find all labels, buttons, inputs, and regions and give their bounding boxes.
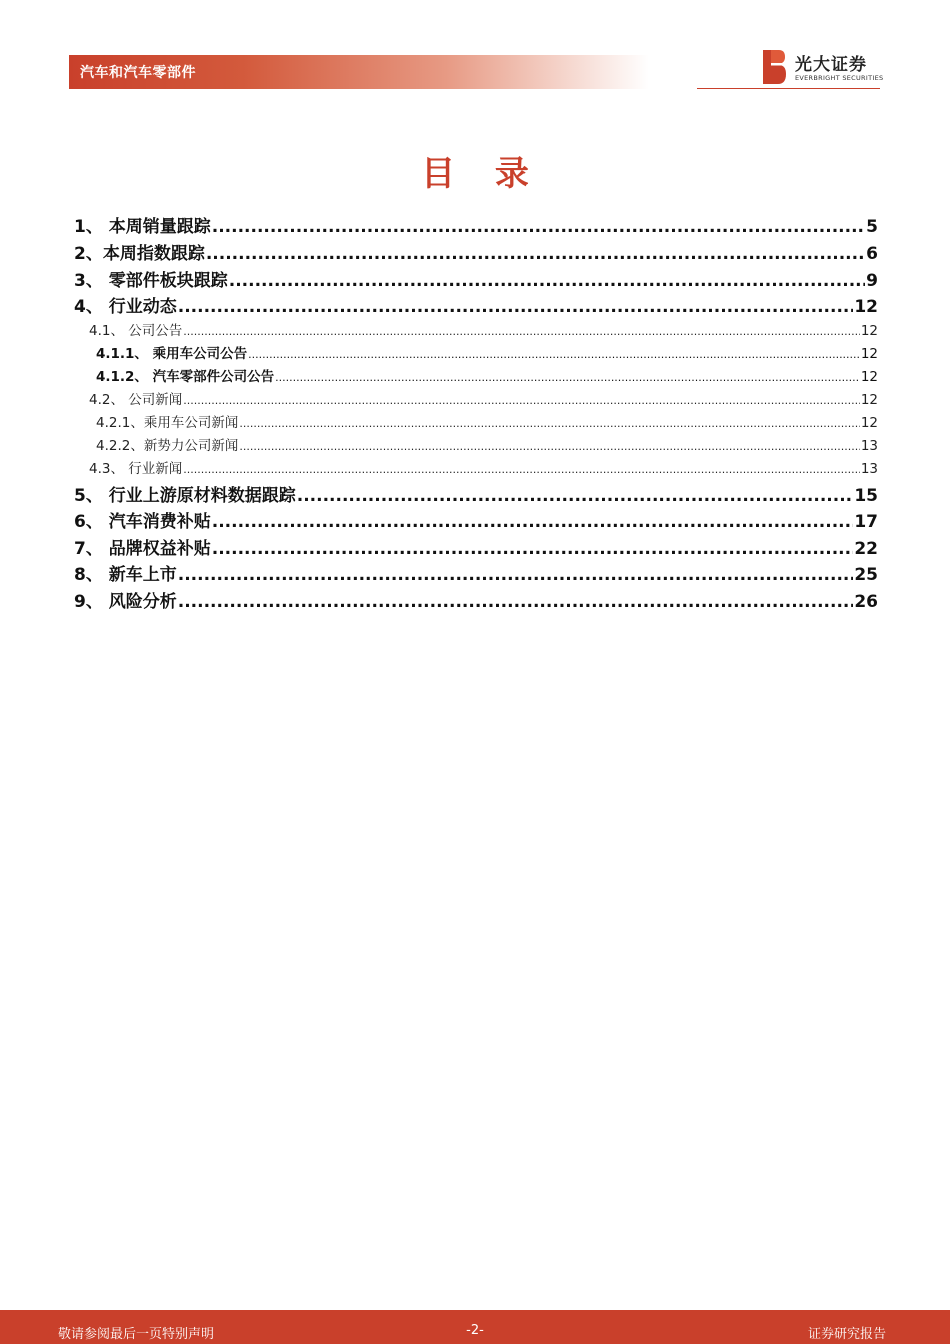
- section-title: 汽车和汽车零部件: [80, 65, 196, 81]
- toc-entry-label: 9、 风险分析: [74, 592, 177, 612]
- company-logo: [761, 50, 883, 88]
- toc-entry-label: 4.2、 公司新闻: [89, 392, 183, 408]
- toc-entry-page: 26: [854, 592, 878, 612]
- toc-entry-label: 4.1.2、 汽车零部件公司公告: [96, 369, 275, 385]
- toc-entry-page: 6: [866, 244, 878, 264]
- toc-entry[interactable]: [74, 534, 878, 559]
- logo-text-en: EVERBRIGHT SECURITIES: [795, 74, 884, 82]
- toc-entry[interactable]: [74, 266, 878, 291]
- toc-leader-dots: [183, 461, 860, 477]
- toc-leader-dots: [248, 346, 860, 362]
- header-rule: [697, 88, 880, 89]
- toc-leader-dots: [212, 512, 854, 532]
- footer-doc-type: 证券研究报告: [807, 1327, 886, 1342]
- toc-entry-label: 8、 新车上市: [74, 565, 177, 585]
- toc-entry[interactable]: [74, 481, 878, 506]
- toc-entry-label: 4.3、 行业新闻: [89, 461, 183, 477]
- toc-entry[interactable]: [96, 342, 878, 362]
- toc-leader-dots: [239, 415, 859, 431]
- footer-page-number: -2-: [466, 1323, 484, 1338]
- toc-entry-page: 5: [866, 217, 878, 237]
- toc-entry-page: 13: [860, 461, 878, 477]
- toc-entry-label: 4.2.2、新势力公司新闻: [96, 438, 239, 454]
- toc-entry-label: 2、本周指数跟踪: [74, 244, 205, 264]
- toc-entry-page: 12: [854, 297, 878, 317]
- toc-entry-page: 12: [860, 415, 878, 431]
- toc-entry-label: 4.2.1、乘用车公司新闻: [96, 415, 239, 431]
- toc-entry[interactable]: [89, 457, 878, 477]
- toc-leader-dots: [275, 369, 860, 385]
- toc-leader-dots: [229, 271, 865, 291]
- toc-entry-label: 6、 汽车消费补贴: [74, 512, 211, 532]
- toc-entry[interactable]: [74, 212, 878, 237]
- toc-leader-dots: [206, 244, 865, 264]
- toc-entry-label: 7、 品牌权益补贴: [74, 539, 211, 559]
- toc-title: 目 录: [421, 154, 543, 194]
- toc-leader-dots: [212, 217, 865, 237]
- toc-entry-label: 4、 行业动态: [74, 297, 177, 317]
- toc-entry-label: 3、 零部件板块跟踪: [74, 271, 228, 291]
- toc-entry-page: 12: [860, 392, 878, 408]
- everbright-logo-icon: [761, 50, 787, 84]
- toc-entry-label: 5、 行业上游原材料数据跟踪: [74, 486, 296, 506]
- footer-disclaimer: 敬请参阅最后一页特别声明: [58, 1327, 215, 1342]
- toc-entry-label: 1、 本周销量跟踪: [74, 217, 211, 237]
- toc-entry[interactable]: [74, 239, 878, 264]
- toc-entry[interactable]: [89, 319, 878, 339]
- toc-entry-label: 4.1.1、 乘用车公司公告: [96, 346, 248, 362]
- toc-leader-dots: [212, 539, 854, 559]
- toc-entry[interactable]: [74, 292, 878, 317]
- toc-entry-label: 4.1、 公司公告: [89, 323, 183, 339]
- toc-leader-dots: [178, 565, 854, 585]
- toc-leader-dots: [183, 323, 860, 339]
- toc-entry-page: 12: [860, 369, 878, 385]
- toc-entry[interactable]: [96, 434, 878, 454]
- toc-leader-dots: [297, 486, 854, 506]
- toc-leader-dots: [178, 297, 854, 317]
- logo-text-cn: 光大证券: [795, 55, 867, 75]
- toc-entry[interactable]: [96, 411, 878, 431]
- toc-entry[interactable]: [74, 560, 878, 585]
- toc-leader-dots: [239, 438, 859, 454]
- toc-entry[interactable]: [74, 507, 878, 532]
- toc-entry-page: 25: [854, 565, 878, 585]
- toc-entry[interactable]: [89, 388, 878, 408]
- toc-entry[interactable]: [74, 587, 878, 612]
- toc-entry-page: 9: [866, 271, 878, 291]
- toc-entry-page: 15: [854, 486, 878, 506]
- toc-leader-dots: [183, 392, 860, 408]
- toc-entry-page: 17: [854, 512, 878, 532]
- toc-entry-page: 12: [860, 346, 878, 362]
- toc-leader-dots: [178, 592, 854, 612]
- toc-entry-page: 12: [860, 323, 878, 339]
- toc-entry[interactable]: [96, 365, 878, 385]
- toc-entry-page: 13: [860, 438, 878, 454]
- toc-entry-page: 22: [854, 539, 878, 559]
